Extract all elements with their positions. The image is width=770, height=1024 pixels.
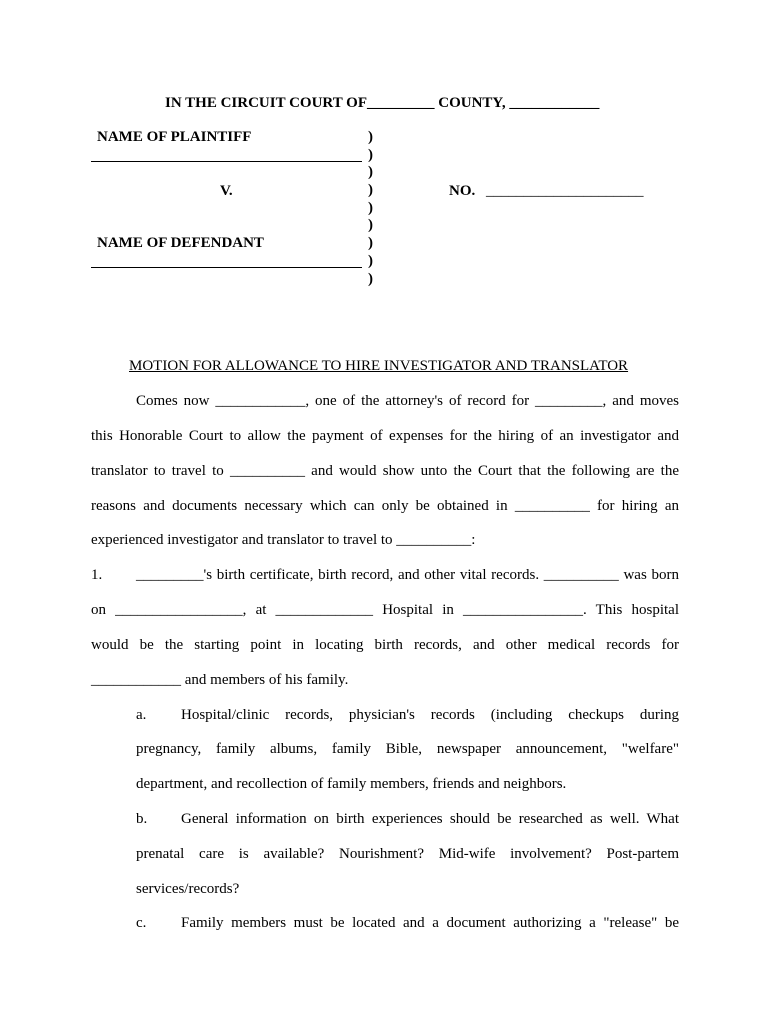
body-line: Comes now ____________, one of the attorney's of record for _________, and moves — [136, 393, 679, 409]
case-number-blank: _____________________ — [486, 183, 644, 199]
subitem-letter: b. — [136, 811, 148, 827]
paren: ) — [368, 182, 373, 199]
body-line: department, and recollection of family members, friends and neighbors. — [136, 776, 567, 792]
item-number: 1. — [91, 567, 103, 583]
defendant-label: NAME OF DEFENDANT — [97, 235, 264, 251]
body-line: _________'s birth certificate, birth record, and other vital records. __________ was born — [136, 567, 679, 583]
defendant-signature-line — [91, 267, 362, 268]
plaintiff-signature-line — [91, 161, 362, 162]
subitem-letter: c. — [136, 915, 147, 931]
paren: ) — [368, 164, 373, 181]
paren: ) — [368, 252, 373, 269]
body-line: General information on birth experiences should be researched as well. What — [181, 811, 679, 827]
paren: ) — [368, 199, 373, 216]
body-line: on _________________, at _____________ Hospital in ________________. This hospital — [91, 602, 679, 618]
body-line: this Honorable Court to allow the payment of expenses for the hiring of an investigator and — [91, 428, 679, 444]
versus-label: V. — [220, 183, 233, 199]
motion-title: MOTION FOR ALLOWANCE TO HIRE INVESTIGATOR AND TRANSLATOR — [129, 358, 629, 374]
plaintiff-label: NAME OF PLAINTIFF — [97, 129, 252, 145]
body-line: translator to travel to __________ and would show unto the Court that the following are the — [91, 463, 679, 479]
body-line: pregnancy, family albums, family Bible, newspaper announcement, "welfare" — [136, 741, 679, 757]
court-heading: IN THE CIRCUIT COURT OF_________ COUNTY, ____________ — [165, 95, 600, 111]
body-line: would be the starting point in locating birth records, and other medical records for — [91, 637, 679, 653]
caption-parentheses — [368, 129, 378, 288]
body-line: reasons and documents necessary which can only be obtained in __________ for hiring an — [91, 498, 679, 514]
body-line: Hospital/clinic records, physician's records (including checkups during — [181, 707, 679, 723]
body-line: experienced investigator and translator to travel to __________: — [91, 532, 476, 548]
paren: ) — [368, 129, 373, 145]
body-line: Family members must be located and a document authorizing a "release" be — [181, 915, 679, 931]
paren: ) — [368, 235, 373, 252]
paren: ) — [368, 217, 373, 234]
body-line: services/records? — [136, 881, 240, 897]
body-line: ____________ and members of his family. — [91, 672, 349, 688]
paren: ) — [368, 146, 373, 163]
case-number-label: NO. — [449, 183, 476, 199]
paren: ) — [368, 270, 373, 287]
subitem-letter: a. — [136, 707, 147, 723]
body-line: prenatal care is available? Nourishment? Mid-wife involvement? Post-partem — [136, 846, 679, 862]
